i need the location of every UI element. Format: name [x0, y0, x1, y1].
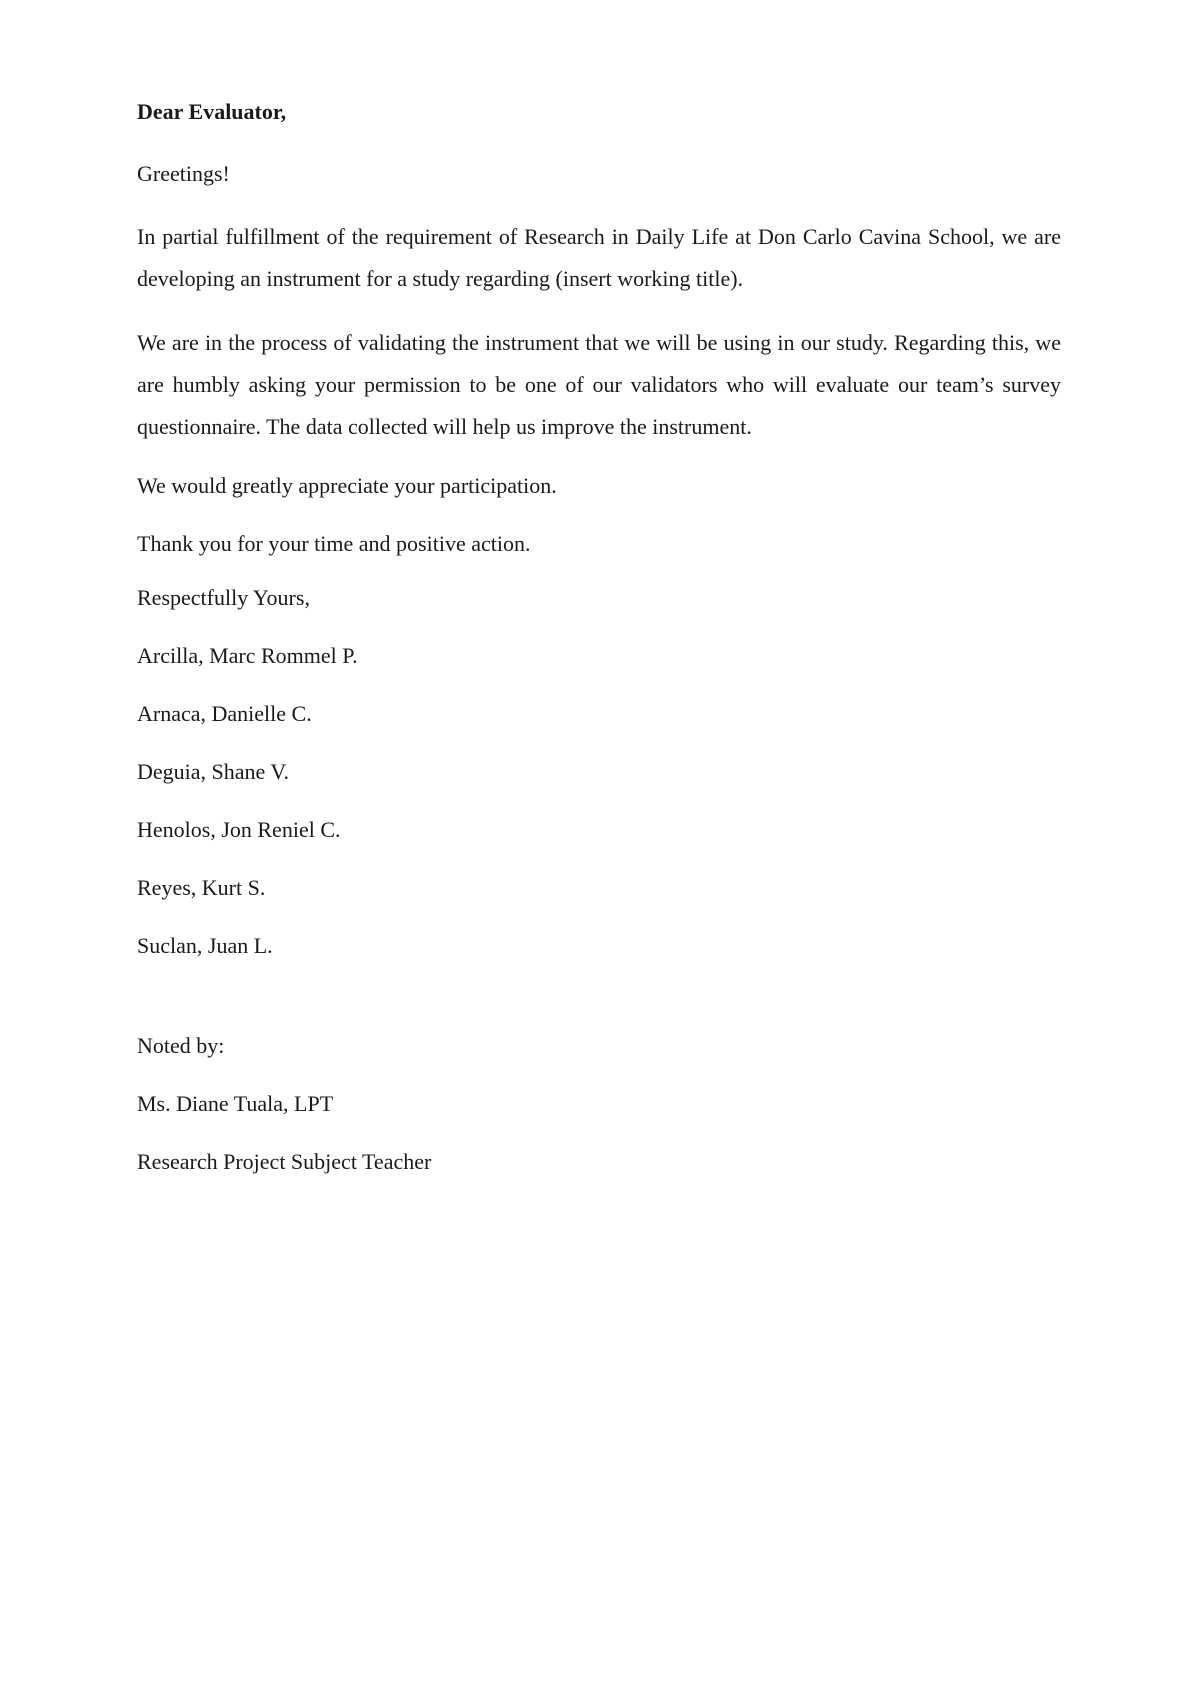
noted-by-block [137, 1030, 1061, 1178]
noted-by-label: Noted by: [137, 1033, 225, 1058]
signatory-name: Suclan, Juan L. [137, 933, 273, 958]
signatory-list [137, 640, 1061, 962]
signatory-name: Arnaca, Danielle C. [137, 701, 312, 726]
closing: Respectfully Yours, [137, 585, 310, 610]
signatory-name: Arcilla, Marc Rommel P. [137, 643, 358, 668]
signatory-name: Deguia, Shane V. [137, 759, 289, 784]
noted-by-name: Ms. Diane Tuala, LPT [137, 1091, 334, 1116]
paragraph-thanks: Thank you for your time and positive action. [137, 531, 531, 556]
signatory-name: Reyes, Kurt S. [137, 875, 266, 900]
salutation: Dear Evaluator, [137, 99, 287, 124]
letter-body [137, 96, 1061, 1204]
signatory-name: Henolos, Jon Reniel C. [137, 817, 341, 842]
paragraph-appreciation: We would greatly appreciate your participation. [137, 473, 557, 498]
paragraph-request: We are in the process of validating the instrument that we will be using in our study. Regarding this, we are humbly asking your permission to be one of our validators who will evaluate our team’s survey questionnaire. The data collected will help us improve the instrument. [137, 330, 1061, 439]
greeting: Greetings! [137, 161, 230, 186]
noted-by-title: Research Project Subject Teacher [137, 1149, 432, 1174]
paragraph-intro: In partial fulfillment of the requirement of Research in Daily Life at Don Carlo Cavina School, we are developing an instrument for a study regarding (insert working title). [137, 224, 1061, 291]
